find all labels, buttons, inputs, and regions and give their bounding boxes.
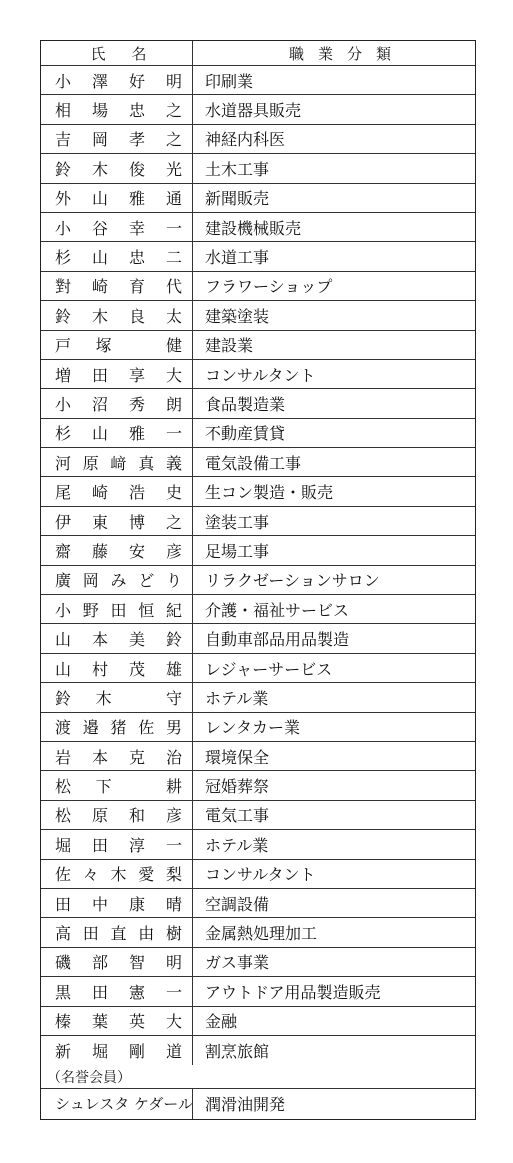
honorary-job: 潤滑油開発 bbox=[205, 1095, 286, 1115]
member-name: 増田享大 bbox=[55, 365, 182, 385]
table-row bbox=[41, 507, 475, 536]
member-name: 山本美鈴 bbox=[55, 630, 182, 650]
member-job: 建築塗装 bbox=[205, 306, 270, 326]
table-header bbox=[41, 41, 475, 66]
member-name: 田中康晴 bbox=[55, 894, 182, 914]
honorary-row bbox=[41, 1089, 475, 1118]
honorary-label: （名誉会員） bbox=[41, 1065, 475, 1089]
table-row bbox=[41, 713, 475, 742]
member-name: 高田直由樹 bbox=[55, 924, 182, 944]
member-job: 金融 bbox=[205, 1012, 238, 1032]
member-name: 榛葉英大 bbox=[55, 1012, 182, 1032]
table-row bbox=[41, 889, 475, 918]
member-job: 食品製造業 bbox=[205, 394, 286, 414]
table-row bbox=[41, 654, 475, 683]
table-row bbox=[41, 154, 475, 183]
member-name: 小澤好明 bbox=[55, 71, 182, 91]
member-name: 廣岡みどり bbox=[55, 571, 182, 591]
member-job: 新聞販売 bbox=[205, 189, 270, 209]
table-row bbox=[41, 242, 475, 271]
table-row bbox=[41, 389, 475, 418]
member-name: 對崎育代 bbox=[55, 277, 182, 297]
member-job: 冠婚葬祭 bbox=[205, 777, 270, 797]
member-job: 環境保全 bbox=[205, 747, 270, 767]
member-name: 外山雅通 bbox=[55, 189, 182, 209]
member-name: 岩本克治 bbox=[55, 747, 182, 767]
table-row bbox=[41, 595, 475, 624]
member-job: 土木工事 bbox=[205, 159, 270, 179]
table-row bbox=[41, 331, 475, 360]
table-row bbox=[41, 1007, 475, 1036]
member-job: 割烹旅館 bbox=[205, 1042, 270, 1062]
member-name: 黒田憲一 bbox=[55, 982, 182, 1002]
member-job: 水道工事 bbox=[205, 248, 270, 268]
member-name: 鈴木俊光 bbox=[55, 159, 182, 179]
table-row bbox=[41, 272, 475, 301]
table-row bbox=[41, 213, 475, 242]
member-name: 尾崎浩史 bbox=[55, 483, 182, 503]
table-row bbox=[41, 419, 475, 448]
table-row bbox=[41, 977, 475, 1006]
table-row bbox=[41, 918, 475, 947]
member-job: 自動車部品用品製造 bbox=[205, 630, 350, 650]
table-row bbox=[41, 448, 475, 477]
table-row bbox=[41, 360, 475, 389]
member-job: 印刷業 bbox=[205, 71, 254, 91]
member-job: レジャーサービス bbox=[205, 659, 333, 679]
member-job: レンタカー業 bbox=[205, 718, 300, 738]
member-job: リラクゼーションサロン bbox=[205, 571, 380, 591]
member-job: 水道器具販売 bbox=[205, 101, 302, 121]
member-table bbox=[40, 40, 476, 1120]
member-name: 杉山雅一 bbox=[55, 424, 182, 444]
table-row bbox=[41, 125, 475, 154]
member-job: 介護・福祉サービス bbox=[205, 600, 350, 620]
member-job: 建設業 bbox=[205, 336, 254, 356]
table-row bbox=[41, 801, 475, 830]
member-name: 相場忠之 bbox=[55, 101, 182, 121]
member-job: アウトドア用品製造販売 bbox=[205, 982, 381, 1002]
table-row bbox=[41, 830, 475, 859]
table-row bbox=[41, 742, 475, 771]
table-row bbox=[41, 66, 475, 95]
table-row bbox=[41, 536, 475, 565]
member-job: 金属熱処理加工 bbox=[205, 924, 318, 944]
header-job: 職業分類 bbox=[288, 44, 405, 63]
member-rows bbox=[41, 66, 475, 1065]
member-name: 小谷幸一 bbox=[55, 218, 182, 238]
member-job: 不動産賃貸 bbox=[205, 424, 286, 444]
member-name: 小野田恒紀 bbox=[55, 600, 182, 620]
table-row bbox=[41, 95, 475, 124]
member-job: コンサルタント bbox=[205, 365, 316, 385]
member-name: 山村茂雄 bbox=[55, 659, 182, 679]
member-job: ホテル業 bbox=[205, 688, 269, 708]
member-name: 齋藤安彦 bbox=[55, 541, 182, 561]
table-row bbox=[41, 184, 475, 213]
member-job: フラワーショップ bbox=[205, 277, 333, 297]
member-job: 空調設備 bbox=[205, 894, 270, 914]
member-job: 生コン製造・販売 bbox=[205, 483, 334, 503]
honorary-name: シュレスタ ケダール bbox=[55, 1095, 193, 1114]
member-name: 河原﨑真義 bbox=[55, 453, 182, 473]
member-job: コンサルタント bbox=[205, 865, 316, 885]
member-job: 電気設備工事 bbox=[205, 453, 302, 473]
member-job: ホテル業 bbox=[205, 835, 269, 855]
member-name: 渡邉猪佐男 bbox=[55, 718, 182, 738]
member-name: 鈴木良太 bbox=[55, 306, 182, 326]
table-row bbox=[41, 948, 475, 977]
member-name: 吉岡孝之 bbox=[55, 130, 182, 150]
member-job: ガス事業 bbox=[205, 953, 270, 973]
member-name: 鈴木 守 bbox=[55, 688, 182, 708]
member-job: 神経内科医 bbox=[205, 130, 286, 150]
member-job: 塗装工事 bbox=[205, 512, 270, 532]
member-name: 杉山忠二 bbox=[55, 248, 182, 268]
table-row bbox=[41, 477, 475, 506]
member-name: 戸塚 健 bbox=[55, 336, 182, 356]
table-row bbox=[41, 566, 475, 595]
header-name: 氏名 bbox=[90, 44, 173, 63]
member-name: 松原和彦 bbox=[55, 806, 182, 826]
table-row bbox=[41, 683, 475, 712]
member-name: 伊東博之 bbox=[55, 512, 182, 532]
table-row bbox=[41, 1036, 475, 1065]
member-job: 足場工事 bbox=[205, 541, 270, 561]
member-name: 佐々木愛梨 bbox=[55, 865, 182, 885]
member-name: 松下 耕 bbox=[55, 777, 182, 797]
table-row bbox=[41, 860, 475, 889]
member-job: 建設機械販売 bbox=[205, 218, 302, 238]
table-row bbox=[41, 771, 475, 800]
table-row bbox=[41, 624, 475, 653]
member-name: 小沼秀朗 bbox=[55, 394, 182, 414]
member-name: 新堀剛道 bbox=[55, 1042, 182, 1062]
member-job: 電気工事 bbox=[205, 806, 270, 826]
member-name: 堀田淳一 bbox=[55, 835, 182, 855]
member-name: 磯部智明 bbox=[55, 953, 182, 973]
table-row bbox=[41, 301, 475, 330]
